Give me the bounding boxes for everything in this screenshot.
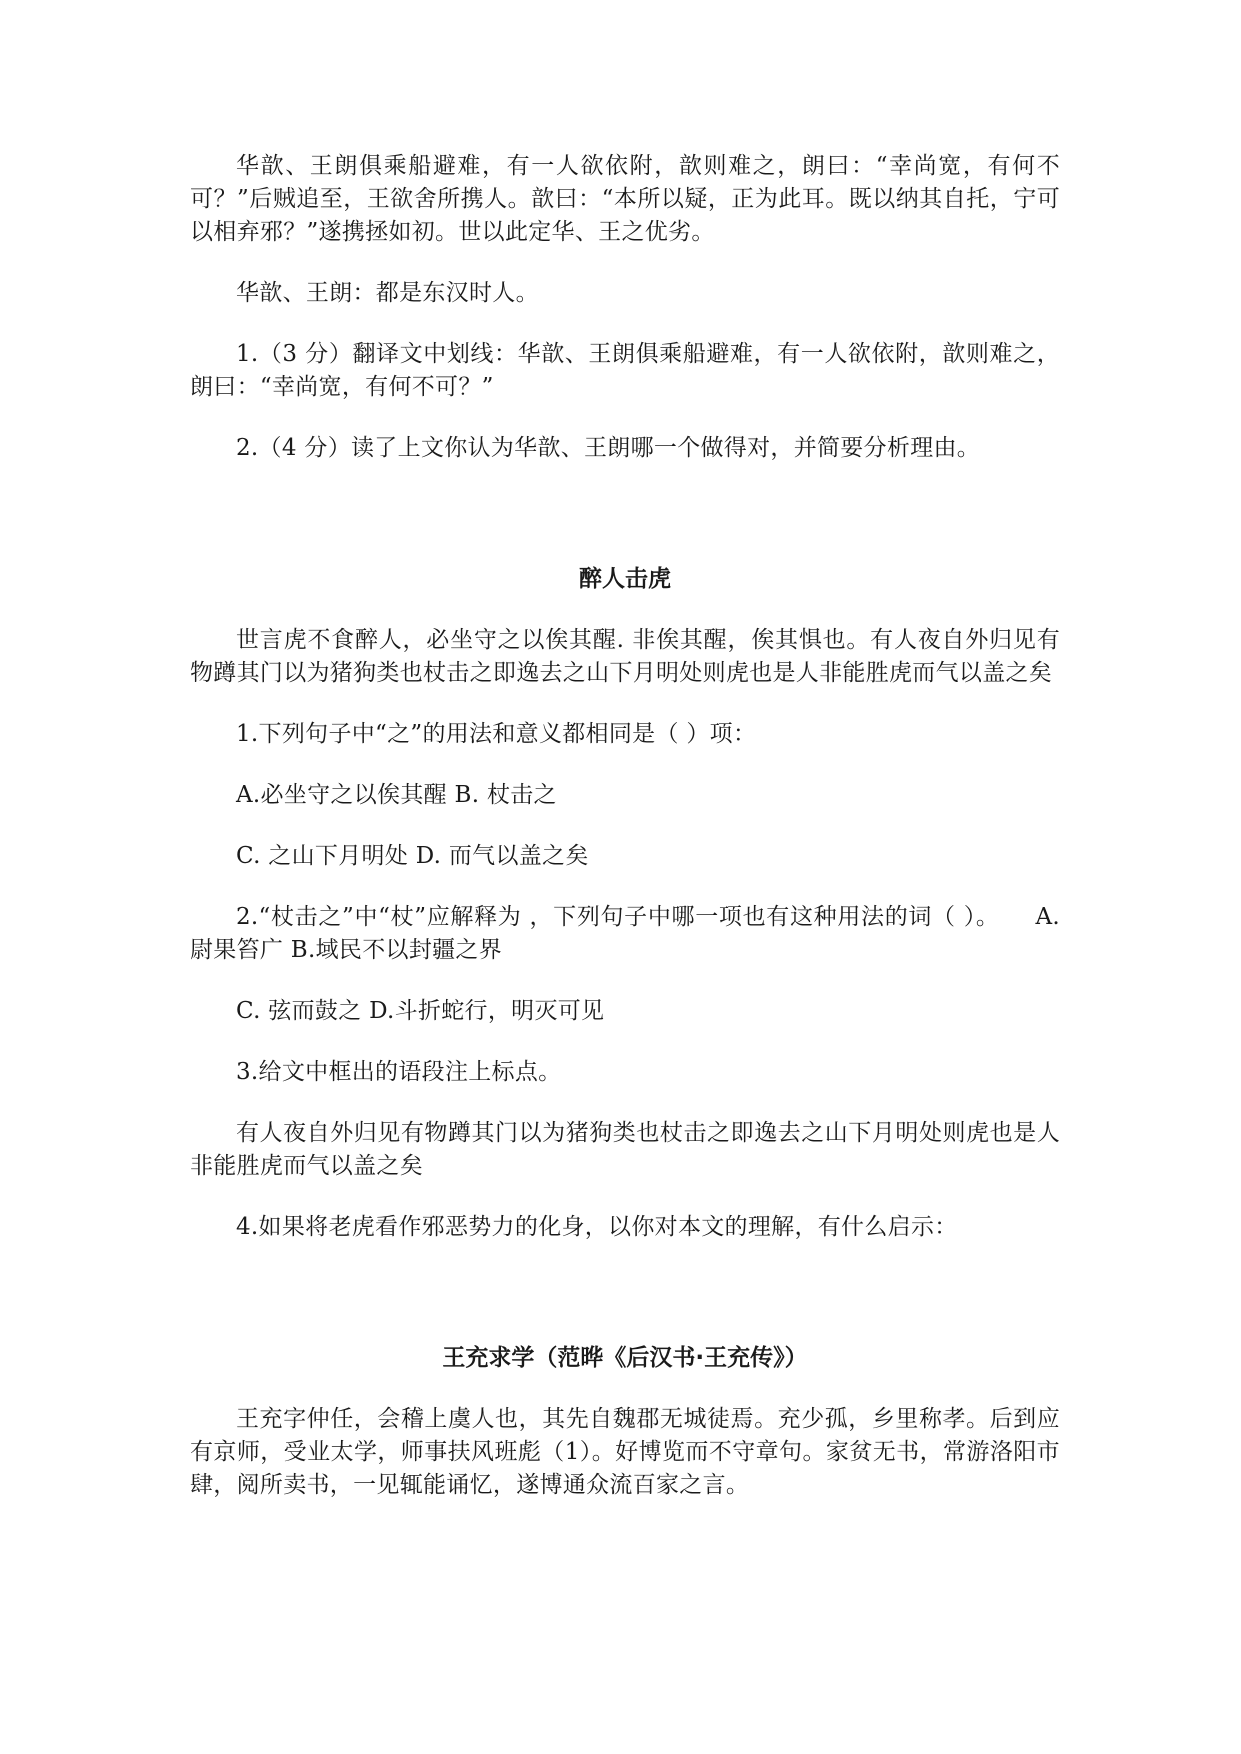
question-1-options-ab: A.必坐守之以俟其醒 B. 杖击之 (236, 782, 557, 808)
passage-zuiren-jihu: 世言虎不食醉人，必坐守之以俟其醒. 非俟其醒，俟其惧也。有人夜自外归见有物蹲其门以为猪狗类也杖击之即逸去之山下月明处则虎也是人非能胜虎而气以盖之矣 (190, 627, 1060, 686)
question-2-options-cd: C. 弦而鼓之 D.斗折蛇行，明灭可见 (236, 998, 605, 1024)
document-content (190, 150, 1060, 1530)
question-2-zhang-usage: 2.“杖击之”中“杖”应解释为 ，下列句子中哪一项也有这种用法的词（ ）。 A.尉果笞广 B.域民不以封疆之界 (190, 904, 1060, 963)
passage-hua-wang: 华歆、王朗俱乘船避难，有一人欲依附，歆则难之，朗曰：“幸尚宽，有何不可？”后贼追至，王欲舍所携人。歆曰：“本所以疑，正为此耳。既以纳其自托，宁可以相弃邪？”遂携拯如初。世以此定华、王之优劣。 (190, 153, 1060, 245)
question-1-translate: 1.（3 分）翻译文中划线：华歆、王朗俱乘船避难，有一人欲依附，歆则难之，朗曰：“幸尚宽，有何不可？” (190, 341, 1060, 400)
section-title-wangchong: 王充求学（范晔《后汉书·王充传》） (442, 1345, 808, 1371)
question-3-punctuation: 3.给文中框出的语段注上标点。 (236, 1059, 562, 1085)
question-4-inspiration: 4.如果将老虎看作邪恶势力的化身，以你对本文的理解，有什么启示： (236, 1214, 958, 1240)
question-1-zhi-usage: 1.下列句子中“之”的用法和意义都相同是（ ）项： (236, 721, 757, 747)
question-2-analysis: 2.（4 分）读了上文你认为华歆、王朗哪一个做得对，并简要分析理由。 (236, 435, 981, 461)
passage-wangchong: 王充字仲任，会稽上虞人也，其先自魏郡无城徒焉。充少孤，乡里称孝。后到应有京师，受业太学，师事扶风班彪（1）。好博览而不守章句。家贫无书，常游洛阳市肆，阅所卖书，一见辄能诵忆，遂博通众流百家之言。 (190, 1406, 1060, 1498)
section-spacer (190, 493, 1060, 563)
section-spacer-2 (190, 1272, 1060, 1342)
annotation-note: 华歆、王朗：都是东汉时人。 (236, 280, 539, 306)
question-3-text: 有人夜自外归见有物蹲其门以为猪狗类也杖击之即逸去之山下月明处则虎也是人非能胜虎而气以盖之矣 (190, 1120, 1060, 1179)
question-1-options-cd: C. 之山下月明处 D. 而气以盖之矣 (236, 843, 589, 869)
section-title-zuiren-jihu: 醉人击虎 (579, 566, 671, 592)
